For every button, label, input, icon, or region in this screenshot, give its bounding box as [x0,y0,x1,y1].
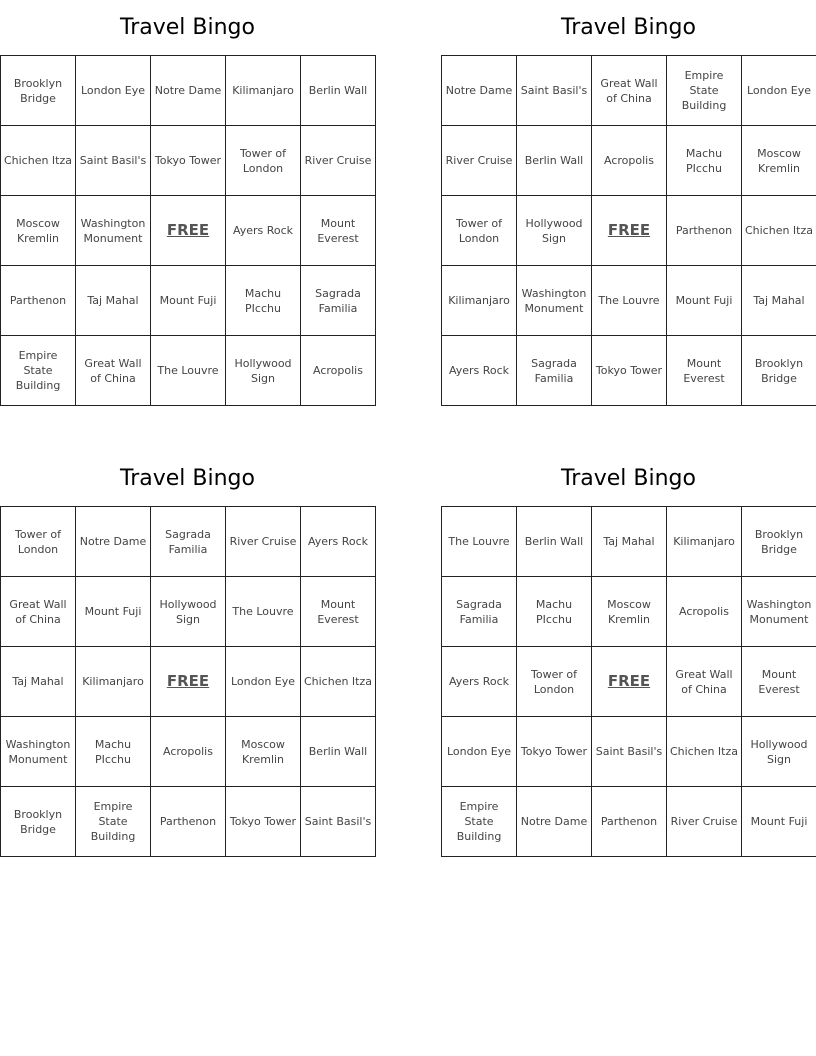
bingo-cell: Sagrada Familia [151,507,226,577]
bingo-cell: Machu PIcchu [517,577,592,647]
bingo-cell: Tokyo Tower [592,336,667,406]
bingo-row [442,266,816,336]
bingo-cell: Parthenon [151,787,226,857]
bingo-cell: Ayers Rock [226,196,301,266]
bingo-cell: Tower of London [517,647,592,717]
bingo-cell: Mount Fuji [742,787,816,857]
bingo-card [441,0,816,406]
bingo-cell: Washington Monument [742,577,816,647]
bingo-cell: London Eye [742,56,816,126]
bingo-cell: Mount Everest [301,196,376,266]
bingo-cell: Tower of London [226,126,301,196]
bingo-row [1,507,376,577]
bingo-cell: Moscow Kremlin [226,717,301,787]
bingo-cell: Tower of London [442,196,517,266]
bingo-cell: Chichen Itza [667,717,742,787]
bingo-cell: Great Wall of China [592,56,667,126]
bingo-cell: Moscow Kremlin [742,126,816,196]
bingo-cell: Empire State Building [76,787,151,857]
bingo-cell: Washington Monument [517,266,592,336]
bingo-row [442,196,816,266]
bingo-cell: Kilimanjaro [76,647,151,717]
bingo-row [442,56,816,126]
bingo-row [1,56,376,126]
bingo-cell: Hollywood Sign [226,336,301,406]
bingo-cell: Machu PIcchu [226,266,301,336]
bingo-cell: London Eye [76,56,151,126]
bingo-cell: London Eye [226,647,301,717]
bingo-cell: Tower of London [1,507,76,577]
bingo-row [1,126,376,196]
bingo-cell: Mount Fuji [151,266,226,336]
bingo-cell: Sagrada Familia [442,577,517,647]
card-title: Travel Bingo [561,466,696,491]
bingo-row [442,717,816,787]
bingo-cell: Saint Basil's [517,56,592,126]
bingo-cell: Taj Mahal [592,507,667,577]
bingo-cell: Great Wall of China [1,577,76,647]
bingo-grid [0,506,376,857]
bingo-cell: Taj Mahal [742,266,816,336]
bingo-cell: Parthenon [1,266,76,336]
bingo-cell: Notre Dame [76,507,151,577]
bingo-grid [441,506,816,857]
bingo-cell: Mount Fuji [76,577,151,647]
bingo-row [442,126,816,196]
bingo-cell: Hollywood Sign [517,196,592,266]
bingo-cell: Empire State Building [667,56,742,126]
bingo-cell: Moscow Kremlin [1,196,76,266]
bingo-cell: Kilimanjaro [226,56,301,126]
card-title: Travel Bingo [120,15,255,40]
bingo-row [442,507,816,577]
bingo-cell: River Cruise [301,126,376,196]
bingo-cell: Sagrada Familia [517,336,592,406]
bingo-row [442,577,816,647]
bingo-cell: Empire State Building [442,787,517,857]
bingo-cell: Chichen Itza [1,126,76,196]
bingo-cell: Tokyo Tower [226,787,301,857]
bingo-cell: Taj Mahal [76,266,151,336]
bingo-cell: Brooklyn Bridge [742,507,816,577]
bingo-grid [441,55,816,406]
bingo-cell: Sagrada Familia [301,266,376,336]
bingo-cell: Mount Everest [667,336,742,406]
bingo-row [1,717,376,787]
bingo-card [441,451,816,857]
bingo-row [1,196,376,266]
bingo-cell: Parthenon [667,196,742,266]
bingo-cell: Chichen Itza [742,196,816,266]
bingo-cell: Ayers Rock [301,507,376,577]
bingo-cell: Berlin Wall [301,717,376,787]
bingo-cell: Brooklyn Bridge [1,56,76,126]
bingo-cell: Berlin Wall [517,507,592,577]
bingo-row [442,787,816,857]
bingo-cell: Washington Monument [76,196,151,266]
bingo-cell: Machu PIcchu [76,717,151,787]
bingo-cell: Mount Everest [742,647,816,717]
bingo-cell: Machu PIcchu [667,126,742,196]
bingo-grid [0,55,376,406]
bingo-cell: Brooklyn Bridge [742,336,816,406]
bingo-row [442,336,816,406]
bingo-cell: Ayers Rock [442,647,517,717]
bingo-cell: Acropolis [667,577,742,647]
bingo-cell: Kilimanjaro [667,507,742,577]
bingo-row [1,266,376,336]
bingo-cell: Saint Basil's [76,126,151,196]
bingo-cell: Empire State Building [1,336,76,406]
bingo-cell: The Louvre [592,266,667,336]
bingo-row [1,787,376,857]
bingo-cell: Acropolis [151,717,226,787]
bingo-cell: Tokyo Tower [517,717,592,787]
free-space-cell: FREE [592,647,667,717]
bingo-row [1,336,376,406]
bingo-cell: Great Wall of China [76,336,151,406]
bingo-cell: Acropolis [592,126,667,196]
card-title: Travel Bingo [120,466,255,491]
bingo-cell: Mount Everest [301,577,376,647]
bingo-cell: Parthenon [592,787,667,857]
bingo-cell: Notre Dame [442,56,517,126]
bingo-cell: Berlin Wall [301,56,376,126]
bingo-cell: Taj Mahal [1,647,76,717]
bingo-cell: Acropolis [301,336,376,406]
bingo-cell: Ayers Rock [442,336,517,406]
bingo-row [442,647,816,717]
bingo-cell: Kilimanjaro [442,266,517,336]
bingo-cell: Notre Dame [151,56,226,126]
bingo-cell: London Eye [442,717,517,787]
bingo-cell: Saint Basil's [592,717,667,787]
bingo-row [1,577,376,647]
bingo-cell: Mount Fuji [667,266,742,336]
bingo-cell: Great Wall of China [667,647,742,717]
bingo-cell: Tokyo Tower [151,126,226,196]
bingo-cell: Notre Dame [517,787,592,857]
bingo-cell: Chichen Itza [301,647,376,717]
free-space-cell: FREE [151,196,226,266]
free-space-cell: FREE [151,647,226,717]
bingo-cell: Hollywood Sign [151,577,226,647]
bingo-cell: Saint Basil's [301,787,376,857]
bingo-cell: River Cruise [442,126,517,196]
bingo-cell: Moscow Kremlin [592,577,667,647]
bingo-cell: Brooklyn Bridge [1,787,76,857]
bingo-cell: River Cruise [226,507,301,577]
bingo-cell: Washington Monument [1,717,76,787]
bingo-cell: The Louvre [442,507,517,577]
bingo-cell: The Louvre [151,336,226,406]
bingo-row [1,647,376,717]
bingo-cell: Hollywood Sign [742,717,816,787]
bingo-cell: Berlin Wall [517,126,592,196]
free-space-cell: FREE [592,196,667,266]
bingo-cell: The Louvre [226,577,301,647]
bingo-card [0,0,375,406]
bingo-card [0,451,375,857]
bingo-cell: River Cruise [667,787,742,857]
card-title: Travel Bingo [561,15,696,40]
